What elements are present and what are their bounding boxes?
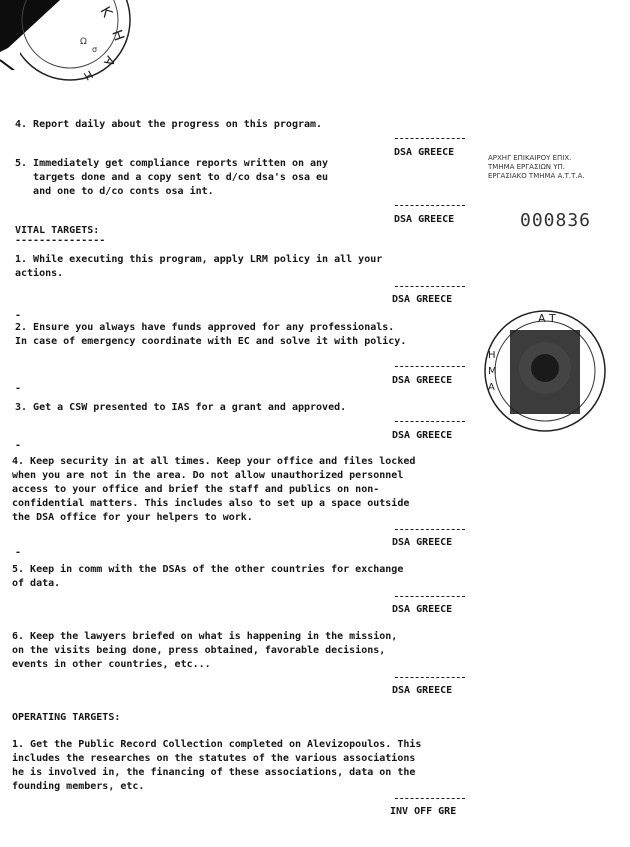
signature-dsa-greece: DSA GREECE	[392, 685, 453, 696]
signature-dsa-greece: DSA GREECE	[392, 537, 453, 548]
list-dash-mark: -	[15, 547, 22, 558]
signature-dsa-greece: DSA GREECE	[392, 375, 453, 386]
signature-line	[395, 286, 465, 287]
stamp-registry-number: 000836	[520, 210, 592, 231]
operating-targets-heading: OPERATING TARGETS:	[12, 712, 121, 723]
operating-item-1: 1. Get the Public Record Collection completed on Alevizopoulos. This includes the researches on the statutes of the various associations he is involved in, the financing of these associations, data on the founding members, etc.	[12, 739, 422, 792]
top-circular-seal	[20, 0, 150, 90]
signature-line	[395, 596, 465, 597]
vital-item-6: 6. Keep the lawyers briefed on what is happening in the mission, on the visits being done, press obtained, favorable decisions, events in other countries, etc...	[12, 631, 398, 670]
signature-line	[395, 529, 465, 530]
svg-text:K: K	[96, 4, 115, 20]
signature-line	[395, 366, 465, 367]
svg-text:Ω: Ω	[80, 37, 87, 47]
vital-item-1: 1. While executing this program, apply LRM policy in all your actions.	[15, 254, 383, 279]
svg-text:σ: σ	[92, 45, 98, 54]
vital-item-2: 2. Ensure you always have funds approved for any professionals. In case of emergency coordinate with EC and solve it with policy.	[15, 322, 407, 347]
vital-item-3: 3. Get a CSW presented to IAS for a grant and approved.	[15, 402, 347, 413]
signature-line	[395, 205, 465, 206]
vital-item-5: 5. Keep in comm with the DSAs of the other countries for exchange of data.	[12, 564, 404, 589]
svg-text:A: A	[100, 53, 118, 69]
vital-item-4: 4. Keep security in at all times. Keep your office and files locked when you are not in the area. Do not allow unauthorized personnel access to your office and brief the staff and publics on non- confidential matters. This includes also to set up a space outside the DSA office for your helpers to work.	[12, 456, 416, 523]
signature-line	[395, 798, 465, 799]
signature-dsa-greece: DSA GREECE	[392, 604, 453, 615]
signature-line	[395, 677, 465, 678]
signature-dsa-greece: DSA GREECE	[394, 147, 455, 158]
vital-targets-underline: ---------------	[15, 235, 106, 246]
svg-text:Η: Η	[488, 350, 496, 361]
item-report-daily: 4. Report daily about the progress on this program.	[15, 119, 323, 130]
vital-targets-heading: VITAL TARGETS:	[15, 225, 100, 236]
list-dash-mark: -	[15, 310, 22, 321]
list-dash-mark: -	[15, 383, 22, 394]
signature-dsa-greece: DSA GREECE	[394, 214, 455, 225]
signature-dsa-greece: DSA GREECE	[392, 430, 453, 441]
svg-text:Α Τ: Α Τ	[538, 312, 556, 325]
svg-text:H: H	[108, 27, 127, 44]
signature-dsa-greece: DSA GREECE	[392, 294, 453, 305]
svg-text:Μ: Μ	[488, 366, 497, 377]
svg-text:H: H	[81, 67, 95, 83]
stamp-header-text: ΑΡΧΗΓ ΕΠΙΚΑΙΡΟΥ ΕΠΙΧ. ΤΜΗΜΑ ΕΡΓΑΣΙΩΝ ΥΠ. ΕΡΓΑΣΙΑΚΟ ΤΜΗΜΑ Α.Τ.Τ.Α.	[488, 154, 585, 180]
item-compliance-reports: 5. Immediately get compliance reports written on any targets done and a copy sent to d/co dsa's osa eu and one to d/co conts osa int.	[15, 158, 329, 197]
right-circular-seal	[482, 308, 612, 438]
signature-line	[395, 138, 465, 139]
list-dash-mark: -	[15, 440, 22, 451]
signature-line	[395, 421, 465, 422]
signature-inv-off-gre: INV OFF GRE	[390, 806, 457, 817]
svg-text:Α: Α	[488, 382, 495, 393]
